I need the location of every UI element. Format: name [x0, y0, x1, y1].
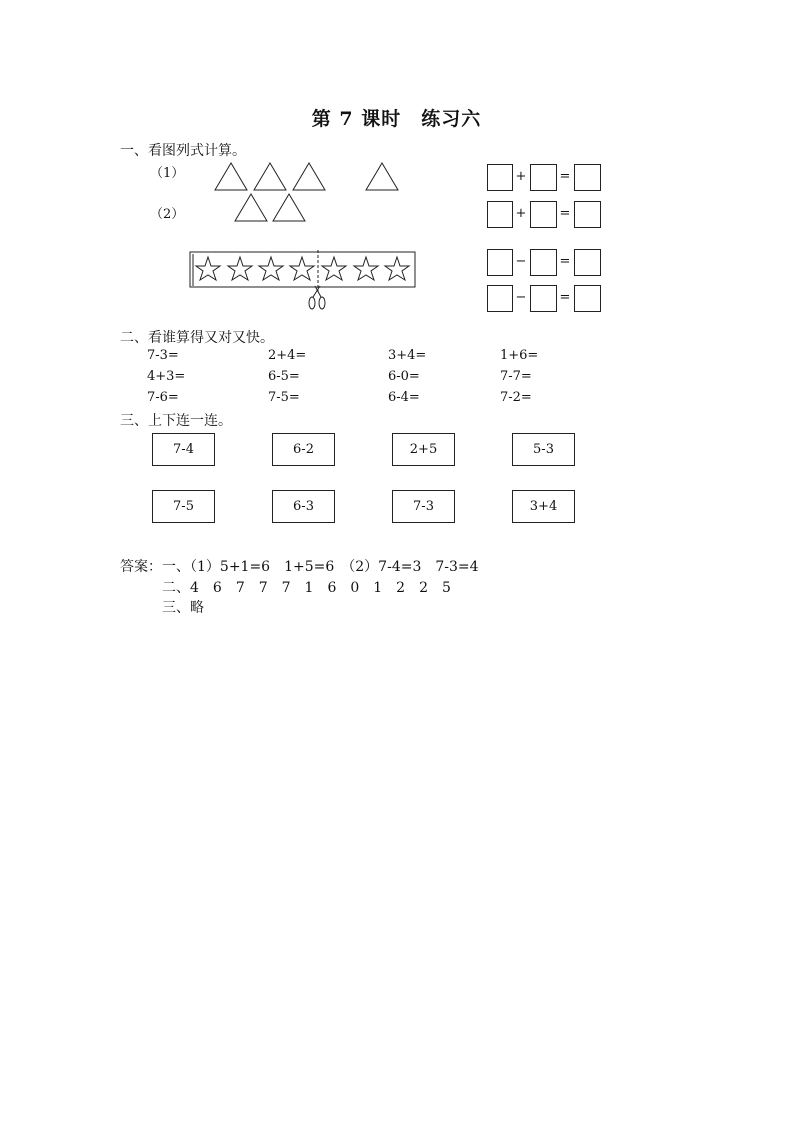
star-icon [322, 257, 346, 280]
page-title: 第 7 课时 练习六 [311, 108, 482, 130]
answer-box[interactable] [574, 164, 601, 191]
match-card-bottom[interactable]: 3+4 [512, 490, 575, 523]
answer-box[interactable] [530, 249, 557, 276]
answer-line-1: 答案：一、（1）5+1=6 1+5=6 （2）7-4=3 7-3=4 [120, 559, 479, 575]
calc-item: 4+3= [147, 369, 186, 384]
answer-box[interactable] [487, 164, 513, 191]
answer-line-3: 三、略 [162, 600, 204, 616]
calc-item: 7-3= [147, 348, 179, 363]
match-card-bottom[interactable]: 6-3 [272, 490, 335, 523]
star-icon [385, 257, 409, 280]
stars-strip-figure [0, 0, 793, 330]
calc-item: 6-5= [268, 369, 300, 384]
calc-item: 6-0= [388, 369, 420, 384]
calc-item: 6-4= [388, 390, 420, 405]
equals-sign: = [559, 290, 571, 305]
match-card-top[interactable]: 7-4 [152, 433, 215, 466]
match-card-bottom[interactable]: 7-5 [152, 490, 215, 523]
answer-box[interactable] [574, 285, 601, 312]
plus-sign: + [515, 169, 527, 184]
star-icon [228, 257, 252, 280]
calc-item: 7-7= [500, 369, 532, 384]
answer-box[interactable] [530, 164, 557, 191]
answer-box[interactable] [574, 201, 601, 228]
star-icon [259, 257, 283, 280]
section3-heading: 三、上下连一连。 [120, 413, 232, 429]
item2-label: （2） [150, 207, 185, 222]
answer-box[interactable] [530, 285, 557, 312]
star-icon [196, 257, 220, 280]
answer-box[interactable] [487, 201, 513, 228]
equals-sign: = [559, 254, 571, 269]
minus-sign: − [515, 254, 527, 269]
item1-label: （1） [150, 166, 185, 181]
match-card-top[interactable]: 6-2 [272, 433, 335, 466]
equals-sign: = [559, 206, 571, 221]
answer-box[interactable] [487, 249, 513, 276]
calc-item: 3+4= [388, 348, 427, 363]
calc-item: 2+4= [268, 348, 307, 363]
match-card-bottom[interactable]: 7-3 [392, 490, 455, 523]
match-card-top[interactable]: 5-3 [512, 433, 575, 466]
calc-item: 1+6= [500, 348, 539, 363]
calc-item: 7-5= [268, 390, 300, 405]
equals-sign: = [559, 169, 571, 184]
answer-box[interactable] [574, 249, 601, 276]
answer-box[interactable] [487, 285, 513, 312]
minus-sign: − [515, 290, 527, 305]
answer-box[interactable] [530, 201, 557, 228]
match-card-top[interactable]: 2+5 [392, 433, 455, 466]
star-icon [290, 257, 314, 280]
plus-sign: + [515, 206, 527, 221]
calc-item: 7-6= [147, 390, 179, 405]
section2-heading: 二、看谁算得又对又快。 [120, 330, 274, 346]
star-icon [354, 257, 378, 280]
calc-item: 7-2= [500, 390, 532, 405]
scissors-icon [309, 286, 325, 309]
section1-heading: 一、看图列式计算。 [120, 143, 246, 159]
answer-line-2: 二、4 6 7 7 7 1 6 0 1 2 2 5 [162, 580, 451, 596]
